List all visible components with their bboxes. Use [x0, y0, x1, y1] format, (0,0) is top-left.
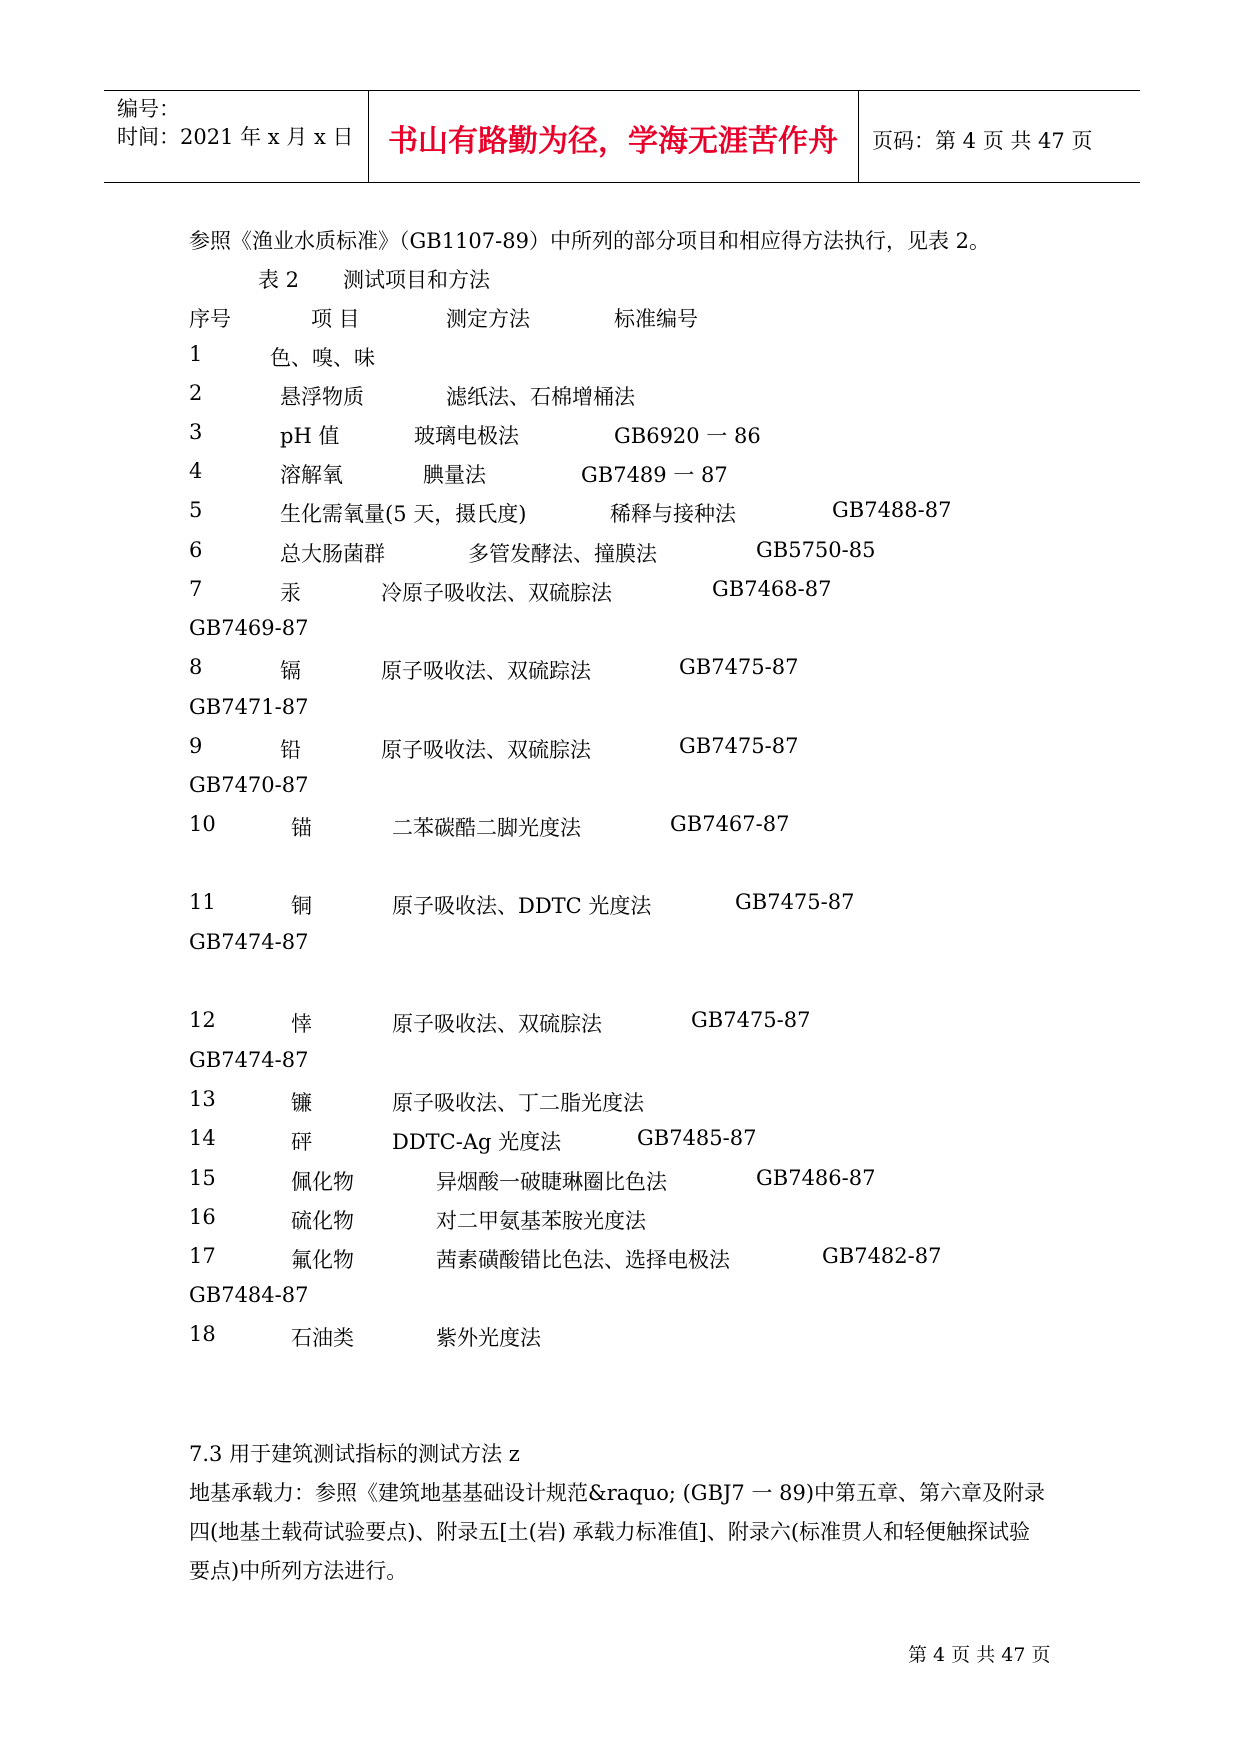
row-std: GB6920 一 86: [614, 424, 761, 448]
header-bottom-rule: [104, 182, 1140, 183]
row-item: 佩化物: [291, 1170, 354, 1194]
table-row-continuation: [0, 930, 1241, 960]
row-method: 玻璃电极法: [414, 424, 519, 448]
row-std: GB7486-87: [756, 1166, 876, 1190]
row-item: 硫化物: [291, 1209, 354, 1233]
row-std: GB7475-87: [691, 1008, 811, 1032]
row-item: 镰: [291, 1091, 312, 1115]
table-row: [0, 1008, 1241, 1038]
table-row: [0, 1322, 1241, 1352]
column-header-item: 项 目: [311, 307, 360, 331]
row-item: pH 值: [280, 424, 340, 448]
row-no: 2: [189, 381, 203, 405]
section-paragraph-line: 要点)中所列方法进行。: [189, 1559, 408, 1583]
row-std-secondary: GB7470-87: [189, 773, 309, 797]
column-header-std: 标准编号: [614, 307, 698, 331]
row-no: 1: [189, 342, 203, 366]
section-paragraph-line: 四(地基土载荷试验要点)、附录五[土(岩) 承载力标准值]、附录六(标准贯人和轻便触探试验: [189, 1520, 1031, 1544]
row-std-secondary: GB7471-87: [189, 695, 309, 719]
row-no: 12: [189, 1008, 216, 1032]
row-method: 紫外光度法: [436, 1326, 541, 1350]
table-row: [0, 459, 1241, 489]
row-item: 砰: [291, 1130, 312, 1154]
row-std-secondary: GB7474-87: [189, 930, 309, 954]
row-item: 铅: [280, 738, 301, 762]
row-item: 色、嗅、味: [270, 346, 375, 370]
table-caption-number: 表 2: [258, 268, 300, 292]
row-no: 18: [189, 1322, 216, 1346]
row-std: GB7488-87: [832, 498, 952, 522]
header-page-label: 页码：第 4 页 共 47 页: [872, 129, 1093, 153]
row-std: GB7475-87: [679, 734, 799, 758]
row-std-secondary: GB7474-87: [189, 1048, 309, 1072]
row-method: 冷原子吸收法、双硫腙法: [381, 581, 612, 605]
row-no: 5: [189, 498, 203, 522]
row-item: 镉: [280, 659, 301, 683]
row-method: 茜素磺酸错比色法、选择电极法: [436, 1248, 730, 1272]
row-no: 7: [189, 577, 203, 601]
row-no: 3: [189, 420, 203, 444]
table-row: [0, 498, 1241, 528]
table-row: [0, 538, 1241, 568]
row-std: GB7468-87: [712, 577, 832, 601]
row-std: GB5750-85: [756, 538, 876, 562]
table-row-continuation: [0, 1283, 1241, 1313]
row-method: 滤纸法、石棉增桶法: [446, 385, 635, 409]
table-row-continuation: [0, 773, 1241, 803]
header-time-label: 时间：2021 年 x 月 x 日: [117, 125, 354, 149]
row-method: 原子吸收法、DDTC 光度法: [392, 894, 652, 918]
row-method: 原子吸收法、丁二脂光度法: [392, 1091, 644, 1115]
page-footer: 第 4 页 共 47 页: [908, 1644, 1051, 1666]
row-method: 腆量法: [423, 463, 486, 487]
table-caption-title: 测试项目和方法: [343, 268, 490, 292]
row-no: 11: [189, 890, 216, 914]
table-row-continuation: [0, 695, 1241, 725]
table-header-row: [0, 303, 1241, 333]
table-row: [0, 655, 1241, 685]
table-row: [0, 1126, 1241, 1156]
row-std-secondary: GB7484-87: [189, 1283, 309, 1307]
table-row: [0, 381, 1241, 411]
table-row: [0, 734, 1241, 764]
row-item: 汞: [280, 581, 301, 605]
row-item: 悬浮物质: [280, 385, 364, 409]
row-item: 悻: [291, 1012, 312, 1036]
section-paragraph-line: 地基承载力：参照《建筑地基基础设计规范&raquo; (GBJ7 一 89)中第五章、第六章及附录: [189, 1481, 1046, 1505]
intro-paragraph: 参照《渔业水质标准》（GB1107-89）中所列的部分项目和相应得方法执行，见表 2。: [189, 229, 991, 253]
table-row: [0, 1244, 1241, 1274]
row-no: 9: [189, 734, 203, 758]
header-divider-right: [858, 90, 859, 183]
row-no: 14: [189, 1126, 216, 1150]
row-method: 异烟酸一破睫琳圈比色法: [436, 1170, 667, 1194]
row-std-secondary: GB7469-87: [189, 616, 309, 640]
row-no: 13: [189, 1087, 216, 1111]
row-item: 锚: [291, 816, 312, 840]
row-method: 原子吸收法、双硫腙法: [392, 1012, 602, 1036]
row-no: 4: [189, 459, 203, 483]
row-std: GB7475-87: [679, 655, 799, 679]
header-number-label: 编号：: [117, 97, 180, 121]
table-row: [0, 1087, 1241, 1117]
row-item: 总大肠菌群: [280, 542, 385, 566]
row-item: 生化需氧量(5 天，摄氏度): [280, 502, 527, 526]
row-method: 多管发酵法、撞膜法: [468, 542, 657, 566]
row-no: 8: [189, 655, 203, 679]
header-top-rule: [104, 90, 1140, 91]
row-no: 15: [189, 1166, 216, 1190]
row-std: GB7489 一 87: [581, 463, 728, 487]
header-motto: 书山有路勤为径，学海无涯苦作舟: [388, 124, 838, 159]
table-row: [0, 1205, 1241, 1235]
table-row-continuation: [0, 1048, 1241, 1078]
row-method: 对二甲氨基苯胺光度法: [436, 1209, 646, 1233]
table-row: [0, 812, 1241, 842]
table-row-continuation: [0, 616, 1241, 646]
row-item: 溶解氧: [280, 463, 343, 487]
column-header-method: 测定方法: [446, 307, 530, 331]
row-no: 10: [189, 812, 216, 836]
row-no: 6: [189, 538, 203, 562]
table-row: [0, 342, 1241, 372]
table-row: [0, 890, 1241, 920]
row-item: 氟化物: [291, 1248, 354, 1272]
row-method: DDTC-Ag 光度法: [392, 1130, 562, 1154]
row-item: 铜: [291, 894, 312, 918]
row-std: GB7485-87: [637, 1126, 757, 1150]
table-row: [0, 577, 1241, 607]
table-row: [0, 1166, 1241, 1196]
row-std: GB7482-87: [822, 1244, 942, 1268]
section-heading: 7.3 用于建筑测试指标的测试方法 z: [189, 1442, 520, 1466]
table-row: [0, 420, 1241, 450]
row-method: 原子吸收法、双硫腙法: [381, 738, 591, 762]
column-header-no: 序号: [189, 307, 231, 331]
row-no: 16: [189, 1205, 216, 1229]
row-no: 17: [189, 1244, 216, 1268]
row-method: 稀释与接种法: [610, 502, 736, 526]
row-std: GB7475-87: [735, 890, 855, 914]
row-std: GB7467-87: [670, 812, 790, 836]
row-method: 二苯碳酷二脚光度法: [392, 816, 581, 840]
row-method: 原子吸收法、双硫踪法: [381, 659, 591, 683]
row-item: 石油类: [291, 1326, 354, 1350]
